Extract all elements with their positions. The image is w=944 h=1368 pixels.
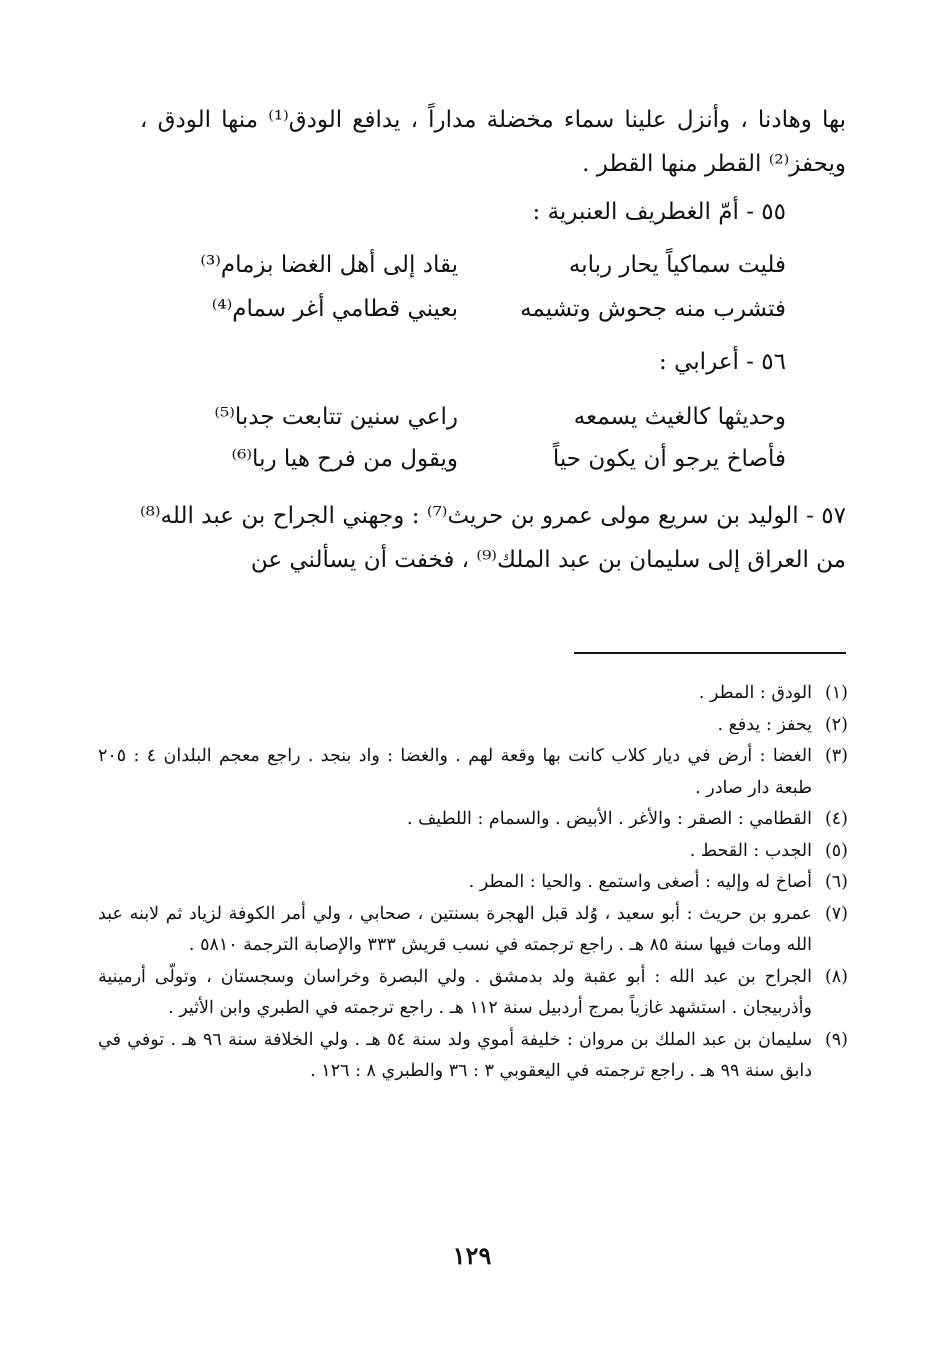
footnote-text: أصاخ له وإليه : أصغى واستمع . والحيا : المطر . <box>468 872 812 892</box>
footnote-text: يحفز : يدفع . <box>717 714 812 735</box>
entry-57-paragraph: ٥٧ - الوليد بن سريع مولى عمرو بن حريث⁽⁷⁾ : وجهني الجراح بن عبد الله⁽⁸⁾ من العراق إلى سليمان بن عبد الملك⁽⁹⁾ ، فخفت أن يسألني عن <box>140 503 846 573</box>
footnote-number: (٧) <box>824 903 848 924</box>
footnote-number: (٩) <box>824 1029 848 1050</box>
verse-second-hemistich: بعيني قطامي أغر سمام⁽⁴⁾ <box>211 296 458 322</box>
footnote-8 <box>98 962 848 1025</box>
body-paragraph-opening: بها وهادنا ، وأنزل علينا سماء مخضلة مداراً ، يدافع الودق⁽¹⁾ منها الودق ، ويحفز⁽²⁾ القطر منها القطر . <box>140 107 847 177</box>
verse-first-hemistich: فأصاخ يرجو أن يكون حياً <box>552 446 786 472</box>
footnote-number: (٢) <box>824 714 848 735</box>
verse-second-hemistich: يقاد إلى أهل الغضا بزمام⁽³⁾ <box>200 252 458 278</box>
footnote-number: (٦) <box>824 872 848 892</box>
footnote-2 <box>98 710 848 742</box>
footnote-number: (٨) <box>824 966 848 987</box>
verse-first-hemistich: فليت سماكياً يحار ربابه <box>568 252 786 278</box>
entry-55-verse-1 <box>140 244 786 286</box>
footnote-4 <box>98 804 848 836</box>
footnote-9 <box>98 1025 848 1088</box>
footnote-3 <box>98 741 848 804</box>
entry-55-heading: ٥٥ - أمّ الغطريف العنبرية : <box>532 199 786 225</box>
entry-56-heading: ٥٦ - أعرابي : <box>659 349 786 375</box>
entry-55-verse-2 <box>140 288 786 330</box>
verse-first-hemistich: فتشرب منه جحوش وتشيمه <box>520 296 786 322</box>
footnote-1 <box>98 678 848 710</box>
verse-second-hemistich: ويقول من فرح هيا ربا⁽⁶⁾ <box>231 446 458 472</box>
footnote-text: عمرو بن حريث : أبو سعيد ، وُلد قبل الهجرة بسنتين ، صحابي ، ولي أمر الكوفة لزياد ثم لابنه عبد الله ومات فيها سنة ٨٥ هـ . راجع ترجمته في نسب قريش ٣٣٣ والإصابة الترجمة ٥٨١٠ . <box>98 903 812 955</box>
footnote-text: القطامي : الصقر : والأغر . الأبيض . والسمام : اللطيف . <box>407 809 812 829</box>
footnote-text: الجراح بن عبد الله : أبو عقبة ولد بدمشق . ولي البصرة وخراسان وسجستان ، وتولّى أرمينية وأذربيجان . استشهد غازياً بمرج أردبيل سنة ١١٢ هـ . راجع ترجمته في الطبري وابن الأثير . <box>98 966 812 1018</box>
footnotes-section <box>98 678 848 1088</box>
footnote-number: (٣) <box>824 746 848 766</box>
footnote-number: (٥) <box>824 840 848 861</box>
verse-second-hemistich: راعي سنين تتابعت جدبا⁽⁵⁾ <box>214 404 458 430</box>
verse-first-hemistich: وحديثها كالغيث يسمعه <box>573 404 786 430</box>
footnote-text: الجدب : القحط . <box>689 840 812 861</box>
footnote-number: (١) <box>824 683 848 703</box>
footnote-6 <box>98 867 848 899</box>
page-number: ١٢٩ <box>452 1241 492 1270</box>
footnote-number: (٤) <box>824 809 848 829</box>
entry-56-verse-2 <box>140 438 786 480</box>
footnote-text: الودق : المطر . <box>698 683 812 703</box>
footnote-5 <box>98 836 848 868</box>
footnote-text: سليمان بن عبد الملك بن مروان : خليفة أموي ولد سنة ٥٤ هـ . ولي الخلافة سنة ٩٦ هـ . توفي في دابق سنة ٩٩ هـ . راجع ترجمته في اليعقوبي ٣ : ٣٦ والطبري ٨ : ١٢٦ . <box>98 1029 813 1081</box>
footnote-text: الغضا : أرض في ديار كلاب كانت بها وقعة لهم . والغضا : واد بنجد . راجع معجم البلدان ٤ : ٢٠٥ طبعة دار صادر . <box>98 746 812 798</box>
entry-56-verse-1 <box>140 396 786 438</box>
footnote-divider <box>574 652 846 654</box>
footnote-7 <box>98 899 848 962</box>
